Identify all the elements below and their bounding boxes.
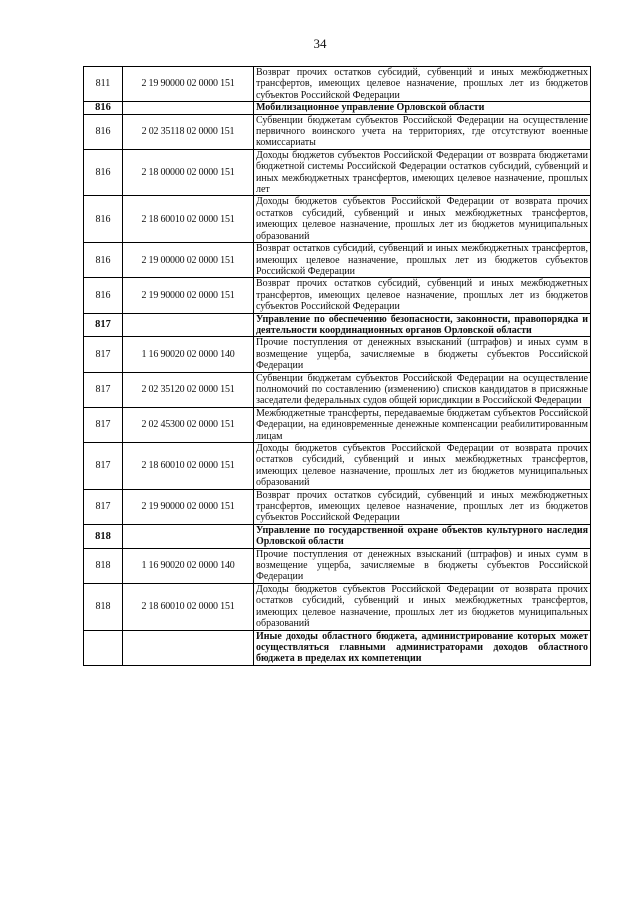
page-number: 34 (313, 36, 327, 51)
section-header-row (84, 313, 591, 337)
revenue-name-cell: Доходы бюджетов субъектов Российской Федерации от возврата бюджетами бюджетной системы Российской Федерации остатков субсидий, субвенций и иных межбюджетных трансфертов, имеющих целевое назначение, прошлых лет (254, 149, 591, 196)
admin-code-cell: 817 (84, 443, 123, 490)
admin-code-cell: 816 (84, 102, 123, 114)
revenue-name-cell: Прочие поступления от денежных взысканий (штрафов) и иных сумм в возмещение ущерба, зачисляемые в бюджеты субъектов Российской Федерации (254, 548, 591, 583)
table-row (84, 583, 591, 630)
section-header-row (84, 102, 591, 114)
revenue-code-cell: 2 18 00000 02 0000 151 (123, 149, 254, 196)
revenue-name-cell: Управление по государственной охране объектов культурного наследия Орловской области (254, 524, 591, 548)
revenue-code-cell: 2 19 90000 02 0000 151 (123, 278, 254, 313)
revenue-code-cell: 2 18 60010 02 0000 151 (123, 583, 254, 630)
revenue-code-cell: 2 19 90000 02 0000 151 (123, 489, 254, 524)
revenue-code-cell: 2 02 45300 02 0000 151 (123, 407, 254, 442)
admin-code-cell: 816 (84, 196, 123, 243)
table-row (84, 243, 591, 278)
admin-code-cell: 817 (84, 489, 123, 524)
revenue-code-cell (123, 102, 254, 114)
revenue-name-cell: Возврат остатков субсидий, субвенций и иных межбюджетных трансфертов, имеющих целевое назначение, прошлых лет из бюджетов субъектов Российской Федерации (254, 243, 591, 278)
revenue-code-cell: 1 16 90020 02 0000 140 (123, 337, 254, 372)
table-body (84, 67, 591, 666)
revenue-name-cell: Субвенции бюджетам субъектов Российской Федерации на осуществление полномочий по составлению (изменению) списков кандидатов в присяжные заседатели федеральных судов общей юрисдикции в Российской Федерации (254, 372, 591, 407)
revenue-name-cell: Межбюджетные трансферты, передаваемые бюджетам субъектов Российской Федерации, на единовременные денежные компенсации реабилитированным лицам (254, 407, 591, 442)
revenue-name-cell: Прочие поступления от денежных взысканий (штрафов) и иных сумм в возмещение ущерба, зачисляемые в бюджеты субъектов Российской Федерации (254, 337, 591, 372)
revenue-code-cell: 2 02 35118 02 0000 151 (123, 114, 254, 149)
admin-code-cell: 817 (84, 337, 123, 372)
revenue-name-cell: Иные доходы областного бюджета, администрирование которых может осуществляться главными администраторами доходов областного бюджета в пределах их компетенции (254, 630, 591, 665)
revenue-name-cell: Возврат прочих остатков субсидий, субвенций и иных межбюджетных трансфертов, имеющих целевое назначение, прошлых лет из бюджетов субъектов Российской Федерации (254, 67, 591, 102)
revenue-code-cell (123, 313, 254, 337)
revenue-name-cell: Возврат прочих остатков субсидий, субвенций и иных межбюджетных трансфертов, имеющих целевое назначение, прошлых лет из бюджетов субъектов Российской Федерации (254, 278, 591, 313)
revenue-name-cell: Доходы бюджетов субъектов Российской Федерации от возврата прочих остатков субсидий, субвенций и иных межбюджетных трансфертов, имеющих целевое назначение, прошлых лет из бюджетов муниципальных образований (254, 443, 591, 490)
table-row (84, 67, 591, 102)
section-header-row (84, 524, 591, 548)
table-row (84, 337, 591, 372)
admin-code-cell: 816 (84, 114, 123, 149)
revenue-name-cell: Субвенции бюджетам субъектов Российской Федерации на осуществление первичного воинского учета на территориях, где отсутствуют военные комиссариаты (254, 114, 591, 149)
revenue-name-cell: Мобилизационное управление Орловской области (254, 102, 591, 114)
revenue-code-cell: 2 19 00000 02 0000 151 (123, 243, 254, 278)
revenue-name-cell: Доходы бюджетов субъектов Российской Федерации от возврата прочих остатков субсидий, субвенций и иных межбюджетных трансфертов, имеющих целевое назначение, прошлых лет из бюджетов муниципальных образований (254, 583, 591, 630)
admin-code-cell: 818 (84, 548, 123, 583)
table-row (84, 372, 591, 407)
revenue-code-cell: 2 19 90000 02 0000 151 (123, 67, 254, 102)
admin-code-cell: 811 (84, 67, 123, 102)
revenue-code-cell: 2 18 60010 02 0000 151 (123, 443, 254, 490)
admin-code-cell: 816 (84, 278, 123, 313)
table-row (84, 149, 591, 196)
revenue-code-cell: 2 02 35120 02 0000 151 (123, 372, 254, 407)
table-row (84, 278, 591, 313)
section-header-row (84, 630, 591, 665)
revenue-name-cell: Управление по обеспечению безопасности, законности, правопорядка и деятельности координационных органов Орловской области (254, 313, 591, 337)
table-row (84, 443, 591, 490)
table-row (84, 114, 591, 149)
revenue-code-cell (123, 630, 254, 665)
admin-code-cell: 817 (84, 372, 123, 407)
revenue-name-cell: Возврат прочих остатков субсидий, субвенций и иных межбюджетных трансфертов, имеющих целевое назначение, прошлых лет из бюджетов субъектов Российской Федерации (254, 489, 591, 524)
revenue-code-table (83, 66, 591, 666)
admin-code-cell: 817 (84, 313, 123, 337)
admin-code-cell: 818 (84, 524, 123, 548)
table-row (84, 548, 591, 583)
admin-code-cell: 818 (84, 583, 123, 630)
revenue-code-cell (123, 524, 254, 548)
table-row (84, 489, 591, 524)
admin-code-cell: 817 (84, 407, 123, 442)
table-row (84, 407, 591, 442)
admin-code-cell: 816 (84, 243, 123, 278)
revenue-name-cell: Доходы бюджетов субъектов Российской Федерации от возврата прочих остатков субсидий, субвенций и иных межбюджетных трансфертов, имеющих целевое назначение, прошлых лет из бюджетов муниципальных образований (254, 196, 591, 243)
table-row (84, 196, 591, 243)
revenue-code-cell: 1 16 90020 02 0000 140 (123, 548, 254, 583)
admin-code-cell: 816 (84, 149, 123, 196)
admin-code-cell (84, 630, 123, 665)
revenue-code-cell: 2 18 60010 02 0000 151 (123, 196, 254, 243)
